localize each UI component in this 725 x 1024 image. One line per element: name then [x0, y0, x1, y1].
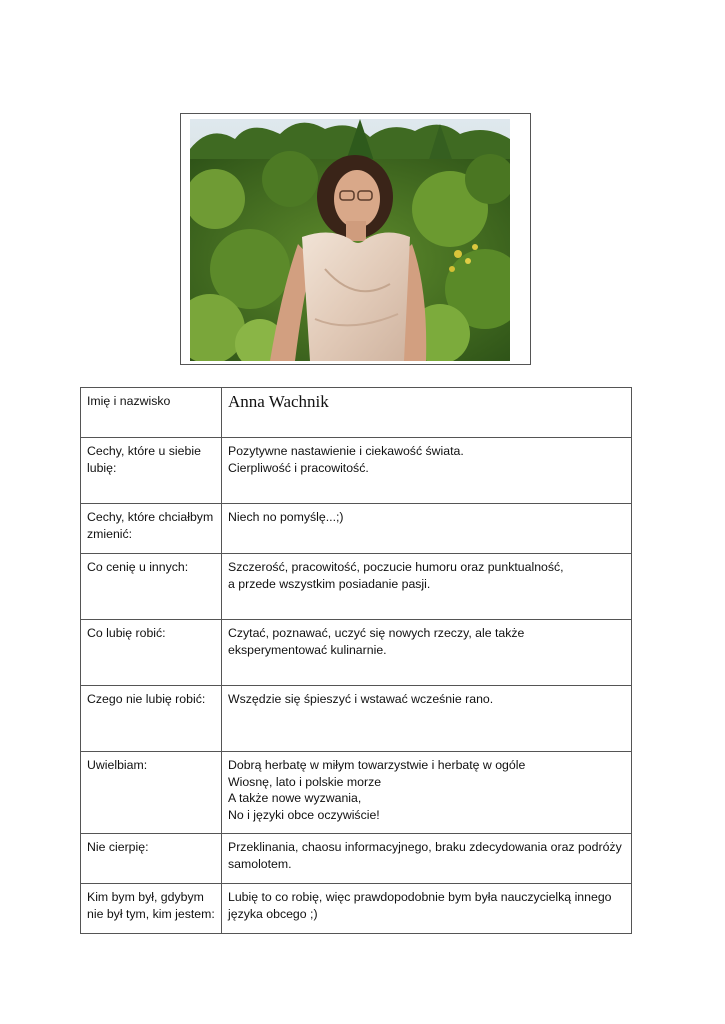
row-label: Cechy, które u siebie lubię: — [81, 438, 222, 504]
row-value — [222, 554, 632, 620]
value-line: Pozytywne nastawienie i ciekawość świata. — [228, 444, 464, 458]
table-row — [81, 438, 632, 504]
row-label: Nie cierpię: — [81, 834, 222, 884]
table-row — [81, 504, 632, 554]
table-row — [81, 884, 632, 934]
value-line: Niech no pomyślę...;) — [228, 510, 344, 524]
row-value — [222, 388, 632, 438]
value-line: A także nowe wyzwania, — [228, 791, 362, 805]
value-line: Cierpliwość i pracowitość. — [228, 460, 369, 475]
table-row — [81, 834, 632, 884]
row-label: Kim bym był, gdybym nie był tym, kim jestem: — [81, 884, 222, 934]
row-label: Cechy, które chciałbym zmienić: — [81, 504, 222, 554]
value-line: Wiosnę, lato i polskie morze — [228, 774, 382, 789]
value-line: Czytać, poznawać, uczyć się nowych rzeczy, ale także eksperymentować kulinarnie. — [228, 626, 525, 657]
value-line: Przeklinania, chaosu informacyjnego, braku zdecydowania oraz podróży samolotem. — [228, 840, 622, 871]
table-row — [81, 686, 632, 752]
row-label: Co lubię robić: — [81, 620, 222, 686]
row-value — [222, 884, 632, 934]
value-line: Dobrą herbatę w miłym towarzystwie i herbatę w ogóle — [228, 758, 526, 772]
row-value — [222, 686, 632, 752]
row-label: Uwielbiam: — [81, 752, 222, 834]
value-line: Wszędzie się śpieszyć i wstawać wcześnie rano. — [228, 692, 494, 706]
value-line: a przede wszystkim posiadanie pasji. — [228, 576, 431, 591]
row-value — [222, 504, 632, 554]
person-name: Anna Wachnik — [228, 392, 329, 411]
value-line: Lubię to co robię, więc prawdopodobnie bym była nauczycielką innego języka obcego ;) — [228, 890, 612, 921]
table-row — [81, 388, 632, 438]
row-label: Czego nie lubię robić: — [81, 686, 222, 752]
profile-table — [80, 387, 632, 934]
portrait-photo-image — [190, 119, 510, 361]
row-value — [222, 834, 632, 884]
row-value — [222, 752, 632, 834]
table-row — [81, 752, 632, 834]
row-label: Co cenię u innych: — [81, 554, 222, 620]
portrait-photo — [190, 119, 510, 361]
portrait-photo-frame — [180, 113, 531, 365]
value-line: Szczerość, pracowitość, poczucie humoru oraz punktualność, — [228, 560, 564, 574]
row-value — [222, 438, 632, 504]
row-label: Imię i nazwisko — [81, 388, 222, 438]
table-row — [81, 620, 632, 686]
value-line: No i języki obce oczywiście! — [228, 807, 380, 822]
row-value — [222, 620, 632, 686]
table-row — [81, 554, 632, 620]
